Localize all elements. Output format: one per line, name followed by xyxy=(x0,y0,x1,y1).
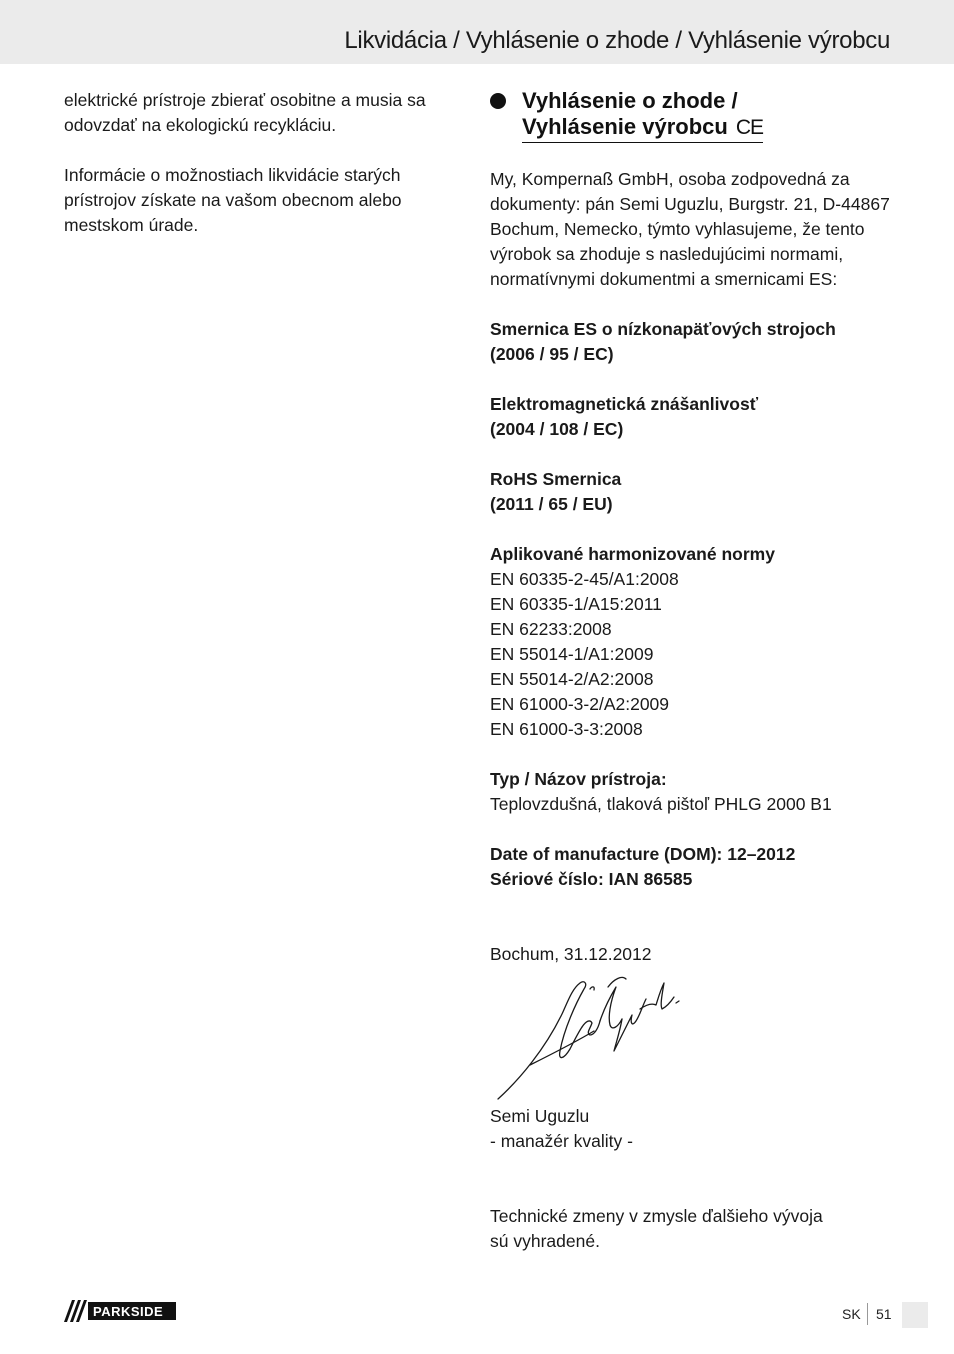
directive-name: Smernica ES o nízkonapäťových strojoch xyxy=(490,319,836,339)
brand-name: PARKSIDE xyxy=(93,1303,164,1319)
place-date: Bochum, 31.12.2012 xyxy=(490,944,652,964)
device-type xyxy=(490,767,900,817)
header-bar xyxy=(0,0,954,64)
page-title: Likvidácia / Vyhlásenie o zhode / Vyhlásenie výrobcu xyxy=(344,27,890,54)
serial-number: Sériové číslo: IAN 86585 xyxy=(490,869,693,889)
norm-item: EN 60335-2-45/A1:2008 xyxy=(490,569,679,589)
directive-code: (2011 / 65 / EU) xyxy=(490,494,613,514)
norms-title: Aplikované harmonizované normy xyxy=(490,544,775,564)
disposal-paragraph: elektrické prístroje zbierať osobitne a musia sa odovzdať na ekologickú recykláciu. xyxy=(64,90,426,135)
notice-line: sú vyhradené. xyxy=(490,1231,600,1251)
directive-rohs xyxy=(490,467,900,517)
norm-item: EN 60335-1/A15:2011 xyxy=(490,594,662,614)
footer-tab xyxy=(902,1302,928,1328)
language-code: SK xyxy=(842,1306,861,1322)
norm-item: EN 55014-1/A1:2009 xyxy=(490,644,654,664)
notice-line: Technické zmeny v zmysle ďalšieho vývoja xyxy=(490,1206,823,1226)
norm-item: EN 62233:2008 xyxy=(490,619,612,639)
section-heading-line2-wrap xyxy=(522,114,763,143)
type-label: Typ / Názov prístroja: xyxy=(490,769,667,789)
directive-emc xyxy=(490,392,900,442)
signature-image xyxy=(490,969,690,1104)
signature-block xyxy=(490,942,900,1154)
directive-name: Elektromagnetická znášanlivosť xyxy=(490,394,759,414)
norm-item: EN 61000-3-2/A2:2009 xyxy=(490,694,670,714)
footer-divider xyxy=(867,1303,868,1325)
manufacture-info xyxy=(490,842,900,892)
harmonized-norms xyxy=(490,542,900,742)
norm-item: EN 61000-3-3:2008 xyxy=(490,719,643,739)
directive-code: (2006 / 95 / EC) xyxy=(490,344,614,364)
directive-low-voltage xyxy=(490,317,900,367)
right-column xyxy=(490,88,900,1254)
directive-code: (2004 / 108 / EC) xyxy=(490,419,624,439)
declaration-intro: My, Kompernaß GmbH, osoba zodpovedná za dokumenty: pán Semi Uguzlu, Burgstr. 21, D-44867 Bochum, Nemecko, týmto vyhlasujeme, že tento výrobok sa zhoduje s nasledujúcimi normami, normatívnymi dokumentmi a smernicami ES: xyxy=(490,169,890,289)
norm-item: EN 55014-2/A2:2008 xyxy=(490,669,654,689)
signer-role: - manažér kvality - xyxy=(490,1131,633,1151)
disposal-info-paragraph: Informácie o možnostiach likvidácie starých prístrojov získate na vašom obecnom alebo mestskom úrade. xyxy=(64,165,402,235)
ce-mark-icon: CE xyxy=(735,116,764,139)
type-value: Teplovzdušná, tlaková pištoľ PHLG 2000 B1 xyxy=(490,794,832,814)
technical-notice xyxy=(490,1204,900,1254)
section-heading-line2: Vyhlásenie výrobcu xyxy=(522,114,728,139)
left-column xyxy=(64,88,466,238)
page-number: 51 xyxy=(876,1306,892,1322)
date-of-manufacture: Date of manufacture (DOM): 12–2012 xyxy=(490,844,796,864)
bullet-icon xyxy=(490,93,506,109)
section-heading xyxy=(490,88,900,143)
parkside-logo xyxy=(64,1302,176,1320)
section-heading-line1: Vyhlásenie o zhode / xyxy=(522,88,738,113)
logo-stripes-icon xyxy=(64,1302,88,1320)
signer-name: Semi Uguzlu xyxy=(490,1106,590,1126)
directive-name: RoHS Smernica xyxy=(490,469,622,489)
